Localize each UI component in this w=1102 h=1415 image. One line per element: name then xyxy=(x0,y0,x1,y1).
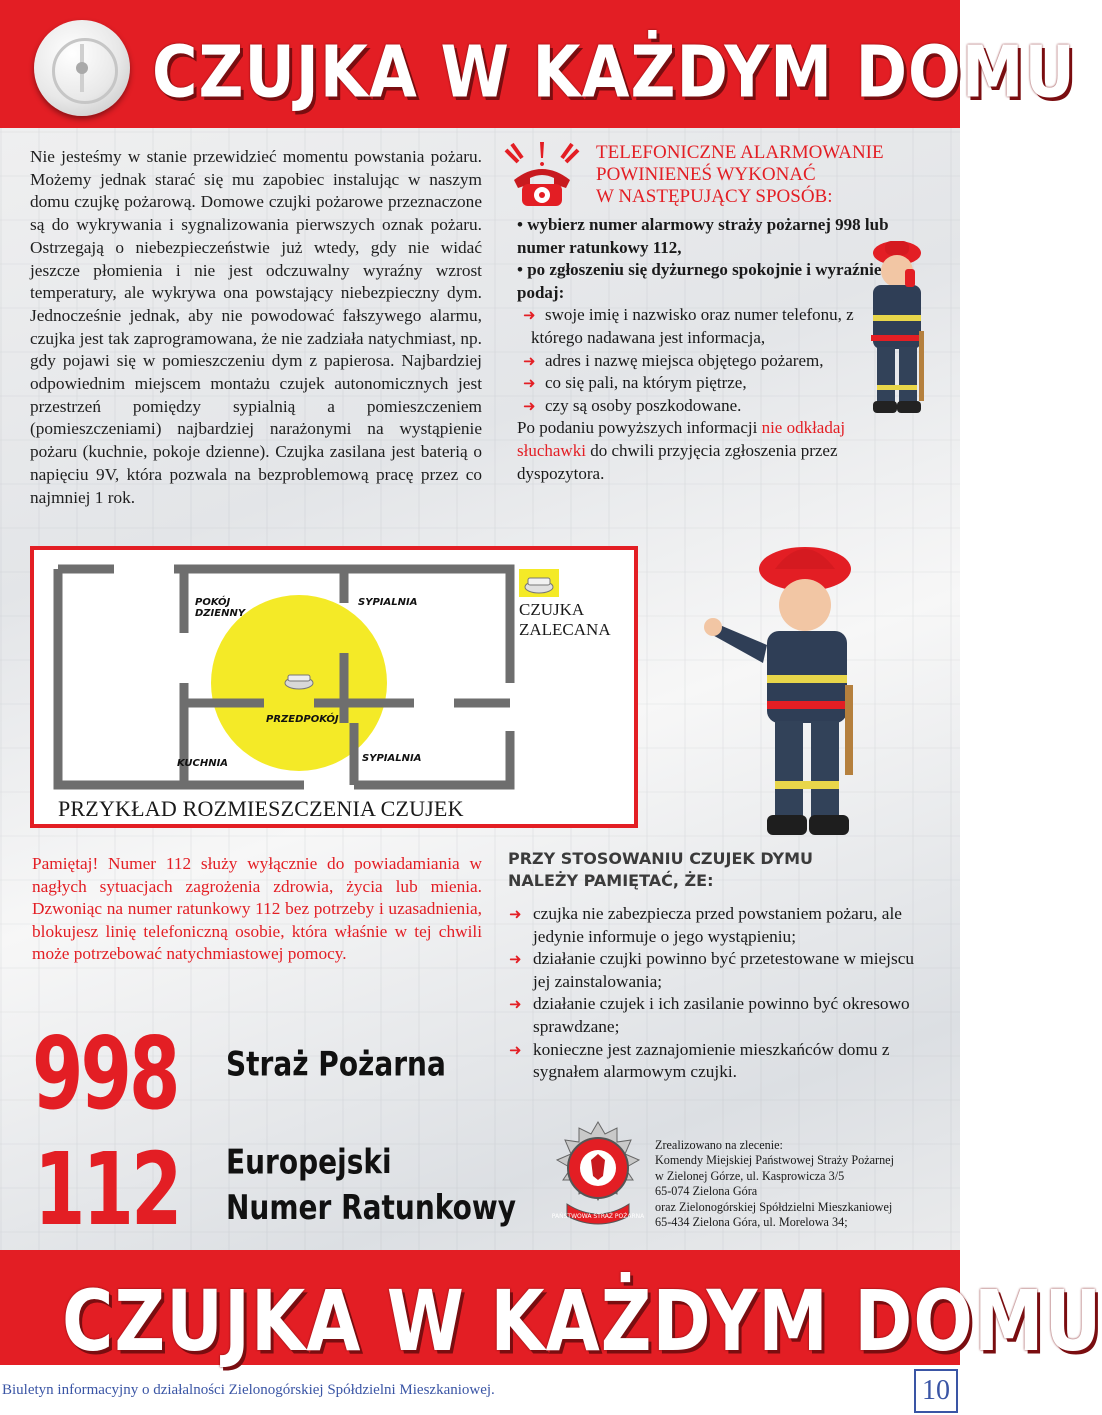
smoke-detector-icon xyxy=(34,20,130,116)
rule-item: ➜ konieczne jest zaznajomienie mieszkańców domu z sygnałem alarmowym czujki. xyxy=(509,1039,890,1082)
credits: Zrealizowano na zlecenie: Komendy Miejskiej Państwowej Straży Pożarnej w Zielonej Górze, ul. Kasprowicza 3/5 65-074 Zielona Góra oraz Zielonogórskiej Spółdzielni Mieszkaniowej 65-434 Zielona Góra, ul. Morelowa 34; xyxy=(655,1138,894,1230)
emergency-number: 112 xyxy=(34,1132,180,1249)
plan-detector-icon xyxy=(285,675,313,689)
fire-number: 998 xyxy=(32,1016,178,1133)
bottom-banner xyxy=(0,1250,1102,1371)
alarm-item: ➜ co się pali, na którym piętrze, xyxy=(517,372,902,395)
fireman-phone-illustration xyxy=(855,235,940,425)
fireman-pointing-illustration xyxy=(705,535,895,855)
remember-paragraph: Pamiętaj! Numer 112 służy wyłącznie do powiadamiania w nagłych sytuacjach zagrożenia zdrowia, życia lub mienia. Dzwoniąc na numer ratunkowy 112 bez potrzeby i uzasadnienia, blokujesz linię telefoniczną osobie, która właśnie w tej chwili może potrzebować natychmiastowej pomocy. xyxy=(32,854,482,964)
banner-title: CZUJKA W KAŻDYM DOMU xyxy=(152,30,1076,114)
arrow-right-icon: ➜ xyxy=(509,1040,522,1059)
arrow-right-icon: ➜ xyxy=(523,306,536,325)
room-label-kitchen: KUCHNIA xyxy=(177,758,229,769)
alarm-item: ➜ czy są osoby poszkodowane. xyxy=(517,395,902,418)
telephone-alarm-icon xyxy=(500,140,584,210)
alarm-step-report: • po zgłoszeniu się dyżurnego spokojnie i wyraźnie podaj: xyxy=(517,260,882,302)
intro-paragraph: Nie jesteśmy w stanie przewidzieć momentu powstania pożaru. Możemy jednak starać się mu zapobiec instalując w naszym domu czujkę pożarową. Domowe czujki pożarowe przeznaczone są do wykrywania i sygnalizowania pierwszych oznak pożaru. Ostrzegają o niebezpieczeństwie już wtedy, gdy nie widać jeszcze płomienia i nie jest odczuwalny wyraźny wzrost temperatury, ale wykrywa ona powstający niebezpieczny dym. Jednocześnie jednak, aby nie powodować fałszywego alarmu, czujka jest tak zaprogramowana, że nie zadziała natychmiast, np. gdy pojawi się w pomieszczeniu dym z papierosa. Najbardziej odpowiednim miejscem montażu czujek autonomicznych jest przestrzeń pomiędzy sypialnią a pomieszczeniem (pomieszczeniami) najbardziej narażonymi na wystąpienie pożaru (kuchnie, pokoje dzienne). Czujka zasilana jest baterią o napięciu 9V, która pozwala na bezproblemową pracę przez co najmniej 1 rok. xyxy=(30,147,482,507)
room-label-hall: PRZEDPOKÓJ xyxy=(266,714,339,725)
alarm-title xyxy=(596,142,936,208)
arrow-right-icon: ➜ xyxy=(509,950,522,969)
rule-item: ➜ działanie czujki powinno być przetestowane w miejscu jej zainstalowania; xyxy=(509,949,915,991)
alarm-title-line: POWINIENEŚ WYKONAĆ xyxy=(596,164,816,185)
rule-item: ➜ czujka nie zabezpiecza przed powstaniem pożaru, ale jedynie informuje o jego wystąpieniu; xyxy=(509,904,902,946)
legend-detector-icon xyxy=(519,569,559,597)
alarm-final-note: Po podaniu powyższych informacji nie odkładaj słuchawki do chwili przyjęcia zgłoszenia przez dyspozytora. xyxy=(517,418,846,483)
rules-list xyxy=(509,903,929,1084)
arrow-right-icon: ➜ xyxy=(523,396,536,415)
alarm-step-dial: • wybierz numer alarmowy straży pożarnej 998 lub numer ratunkowy 112, xyxy=(517,215,889,257)
fire-number-label: Straż Pożarna xyxy=(226,1044,446,1084)
arrow-right-icon: ➜ xyxy=(509,995,522,1014)
alarm-title-line: W NASTĘPUJĄCY SPOSÓB: xyxy=(596,186,833,207)
page-number: 10 xyxy=(914,1369,958,1413)
emergency-number-label: Europejski Numer Ratunkowy xyxy=(226,1142,517,1228)
fire-service-emblem xyxy=(553,1120,643,1230)
legend-label: CZUJKA ZALECANA xyxy=(519,600,611,639)
footer-text: Biuletyn informacyjny o działalności Zielonogórskiej Spółdzielni Mieszkaniowej. xyxy=(2,1382,495,1398)
emblem-ring-text: PAŃSTWOWA STRAŻ POŻARNA xyxy=(551,1213,645,1220)
room-label-living: POKÓJ DZIENNY xyxy=(195,597,246,619)
banner-title: CZUJKA W KAŻDYM DOMU xyxy=(62,1272,1102,1371)
alarm-item: ➜ adres i nazwę miejsca objętego pożarem, xyxy=(517,350,902,373)
alarm-item: ➜ swoje imię i nazwisko oraz numer telefonu, z którego nadawana jest informacja, xyxy=(523,305,854,347)
top-banner xyxy=(0,0,1076,128)
arrow-right-icon: ➜ xyxy=(523,374,536,393)
room-label-bedroom-top: SYPIALNIA xyxy=(358,597,418,608)
rule-item: ➜ działanie czujek i ich zasilanie powinno być okresowo sprawdzane; xyxy=(509,994,910,1036)
alarm-title-line: TELEFONICZNE ALARMOWANIE xyxy=(596,142,884,163)
arrow-right-icon: ➜ xyxy=(523,351,536,370)
arrow-right-icon: ➜ xyxy=(509,905,522,923)
floor-plan-drawing xyxy=(54,563,514,788)
room-label-bedroom-bottom: SYPIALNIA xyxy=(362,753,422,764)
alarm-instructions xyxy=(517,214,902,485)
rules-title: PRZY STOSOWANIU CZUJEK DYMU NALEŻY PAMIĘTAĆ, ŻE: xyxy=(508,849,813,890)
plan-caption: PRZYKŁAD ROZMIESZCZENIA CZUJEK xyxy=(58,796,464,821)
